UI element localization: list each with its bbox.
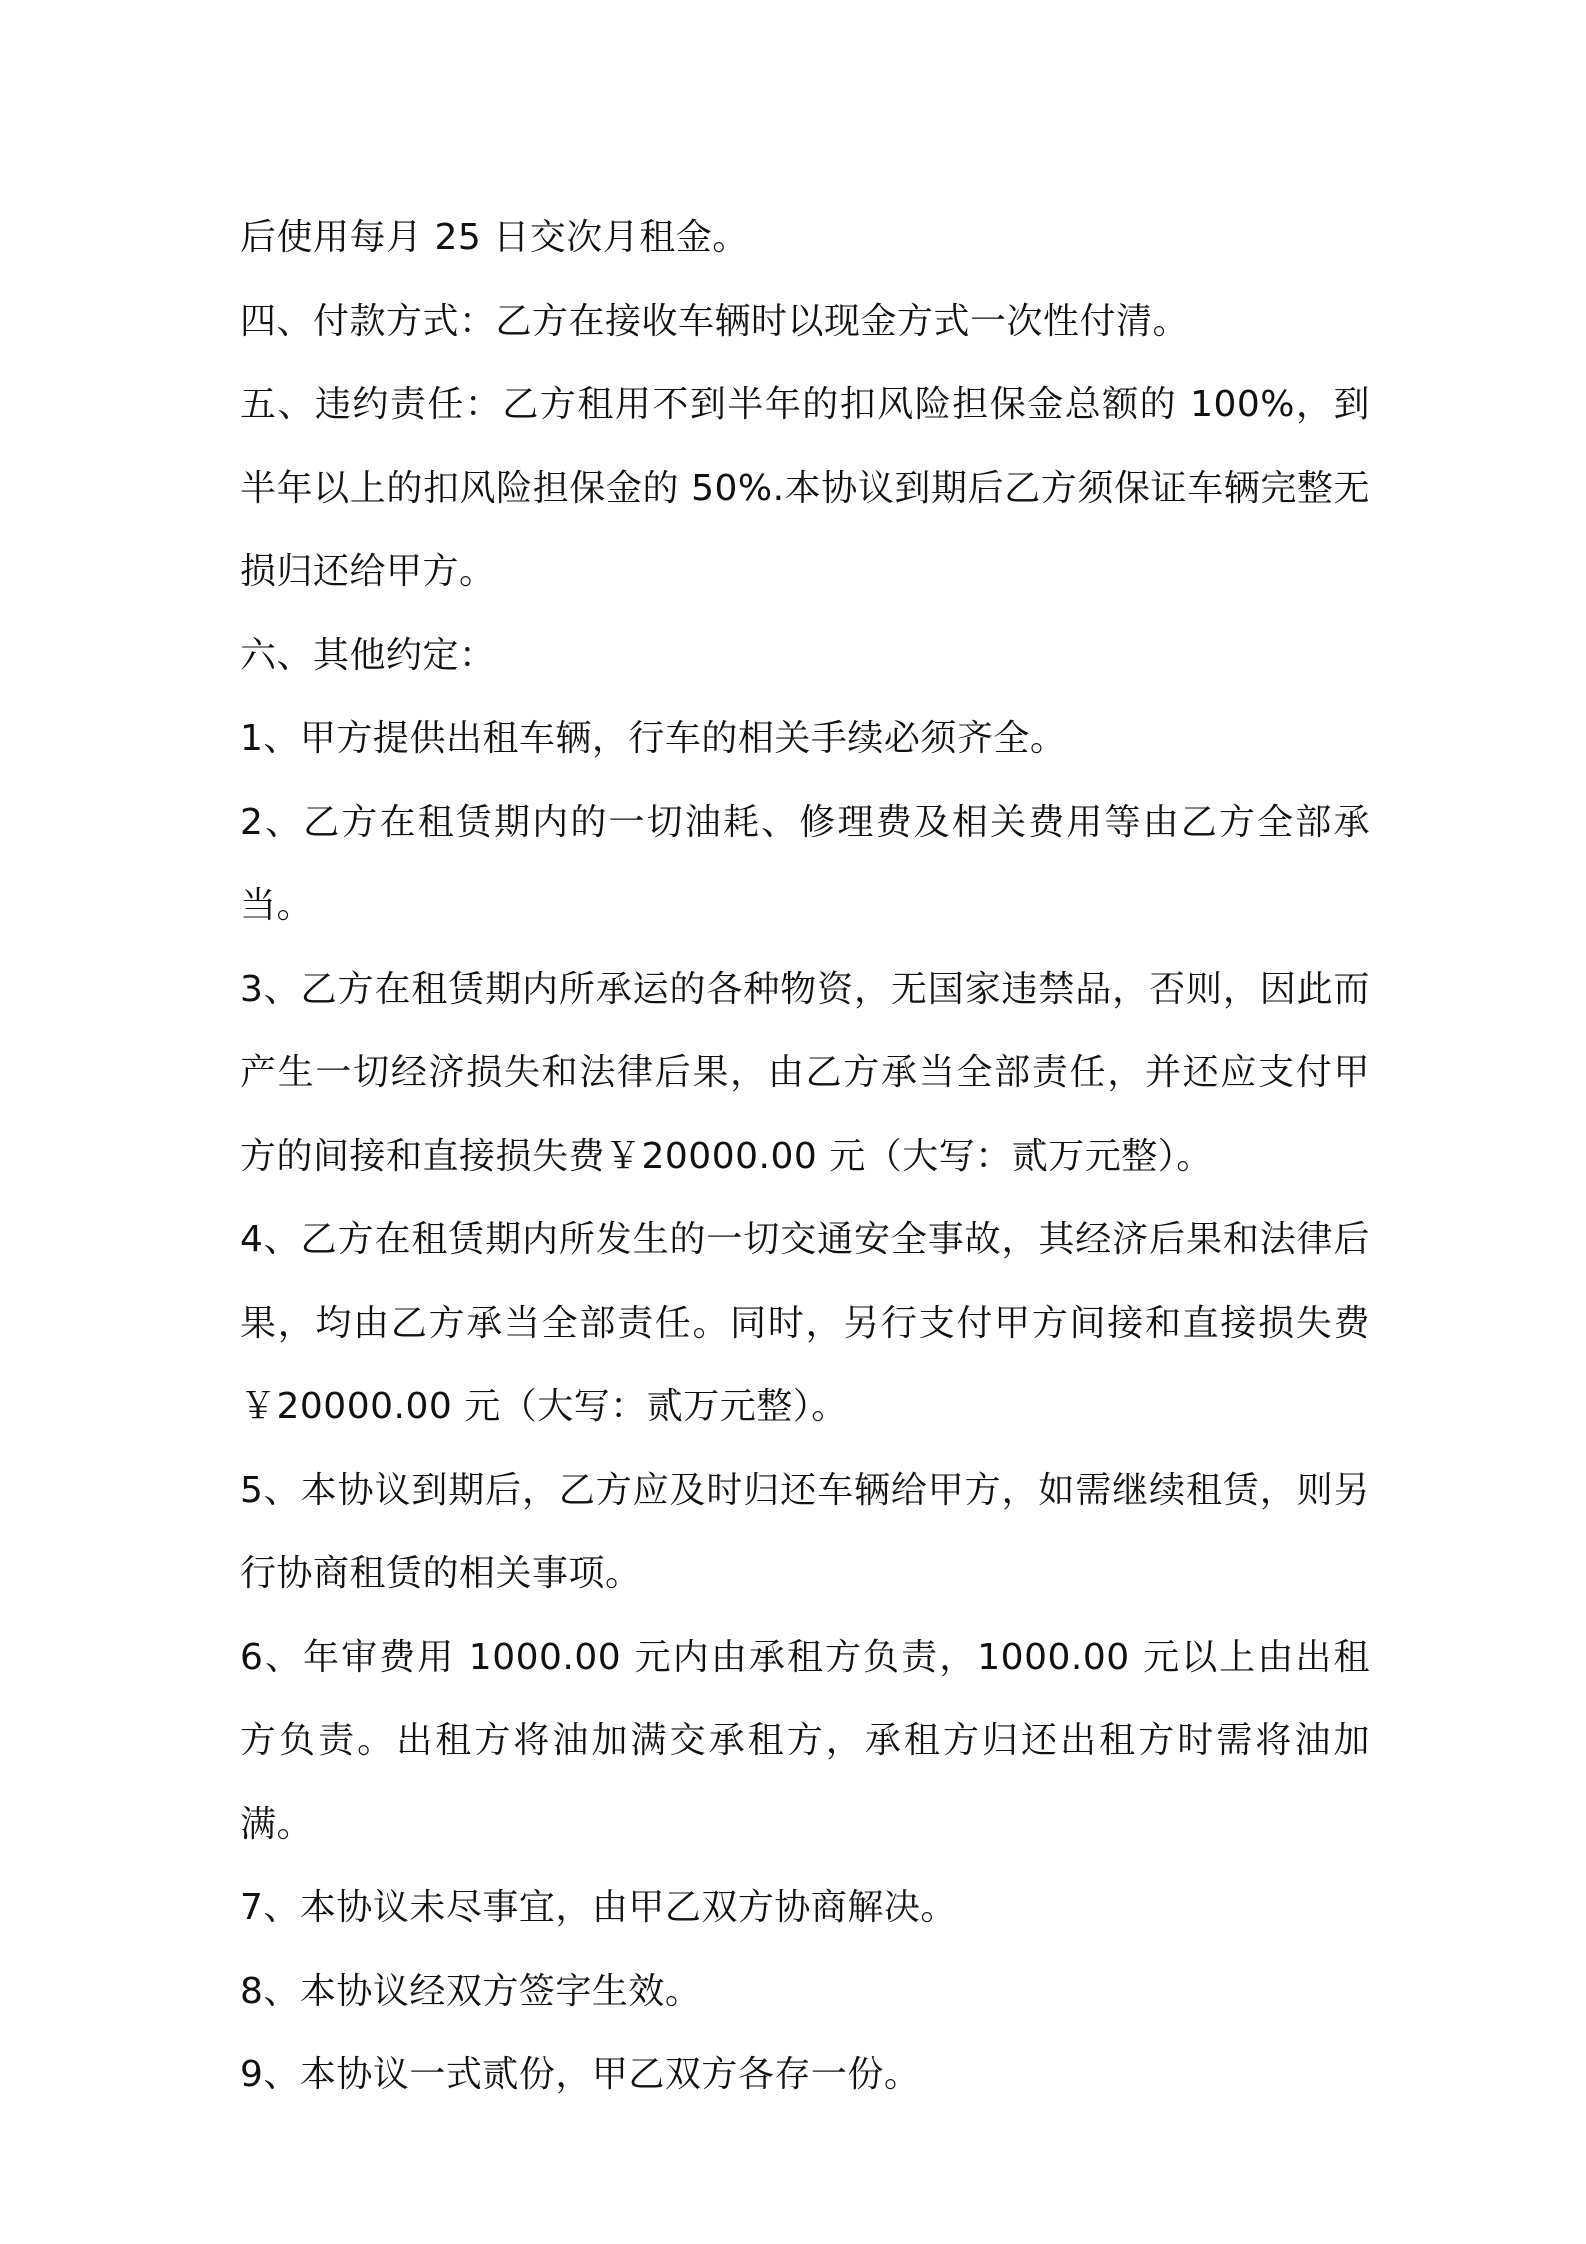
paragraph-clause-1: 1、甲方提供出租车辆，行车的相关手续必须齐全。 <box>240 718 1067 759</box>
paragraph-clause-7: 7、本协议未尽事宜，由甲乙双方协商解决。 <box>240 1887 957 1928</box>
paragraph-other-agreements-heading: 六、其他约定： <box>240 634 496 676</box>
paragraph-clause-4: 4、乙方在租赁期内所发生的一切交通安全事故，其经济后果和法律后果，均由乙方承当全部责任。同时，另行支付甲方间接和直接损失费￥20000.00 元（大写：贰万元整）。 <box>240 1219 1370 1427</box>
paragraph-clause-8: 8、本协议经双方签字生效。 <box>240 1970 702 2012</box>
paragraph-clause-9: 9、本协议一式贰份，甲乙双方各存一份。 <box>240 2054 921 2095</box>
paragraph-clause-6: 6、年审费用 1000.00 元内由承租方负责，1000.00 元以上由出租方负责。出租方将油加满交承租方，承租方归还出租方时需将油加满。 <box>240 1636 1370 1845</box>
paragraph-breach-liability: 五、违约责任：乙方租用不到半年的扣风险担保金总额的 100%，到半年以上的扣风险担保金的 50%.本协议到期后乙方须保证车辆完整无损归还给甲方。 <box>240 384 1370 592</box>
paragraph-clause-3: 3、乙方在租赁期内所承运的各种物资，无国家违禁品，否则，因此而产生一切经济损失和法律后果，由乙方承当全部责任，并还应支付甲方的间接和直接损失费￥20000.00 元（大写：贰万元整）。 <box>240 968 1370 1177</box>
paragraph-rent-payment-date: 后使用每月 25 日交次月租金。 <box>240 217 749 258</box>
paragraph-payment-method: 四、付款方式：乙方在接收车辆时以现金方式一次性付清。 <box>240 300 1190 342</box>
paragraph-clause-5: 5、本协议到期后，乙方应及时归还车辆给甲方，如需继续租赁，则另行协商租赁的相关事项。 <box>240 1469 1370 1594</box>
contract-body <box>240 196 1370 2117</box>
paragraph-clause-2: 2、乙方在租赁期内的一切油耗、修理费及相关费用等由乙方全部承当。 <box>240 801 1370 926</box>
